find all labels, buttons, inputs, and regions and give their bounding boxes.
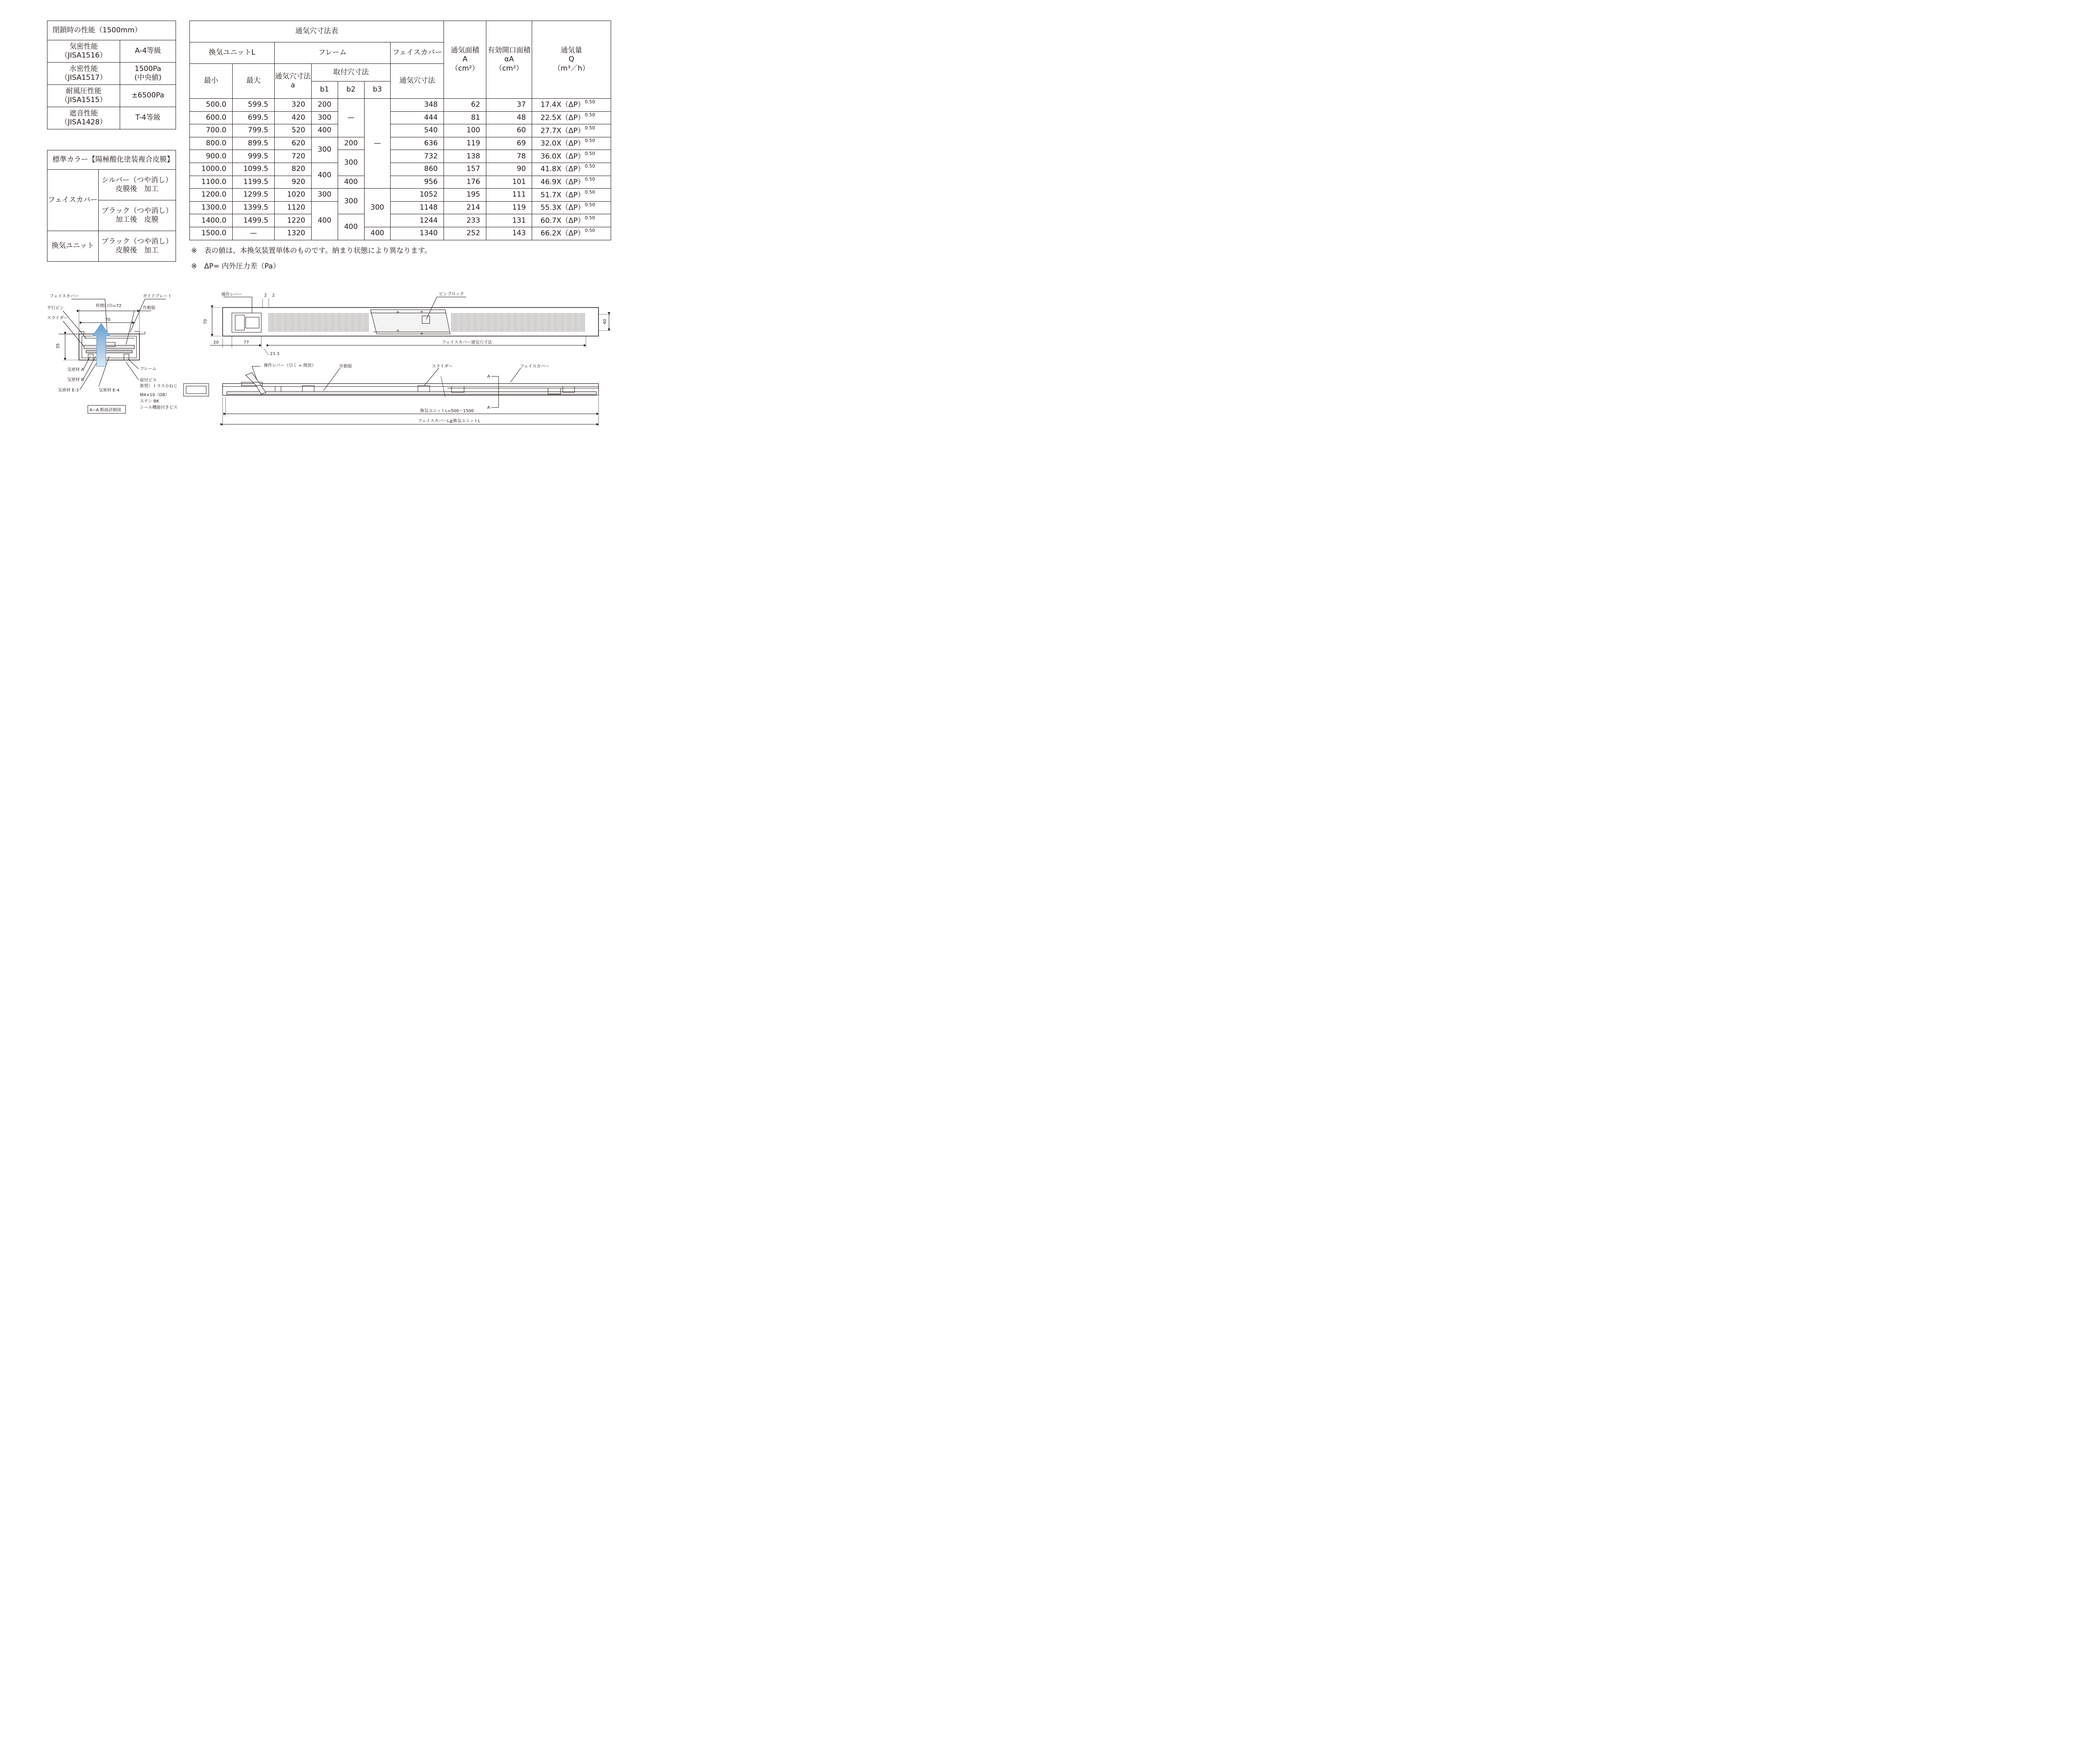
color-silver: シルバー（つや消し） 皮膜後 加工 [98, 170, 176, 200]
screw-note-2: M4×10（D8） [140, 393, 170, 397]
vent-b2-header: b2 [338, 82, 364, 99]
svg-text:+: + [396, 310, 400, 315]
label-face-cover-side: フェイスカバー [520, 364, 549, 369]
dim-70: 70 [105, 318, 110, 322]
vent-b1-header: b1 [311, 82, 338, 99]
vent-hole-header: 通気穴寸法 a [274, 64, 311, 99]
vent-face-hole-header: 通気穴寸法 [391, 64, 444, 99]
label-seal-e3: 気密材 E-3 [58, 388, 79, 393]
dim-35: 35 [56, 343, 60, 349]
label-seal-e4: 気密材 E-4 [99, 388, 120, 393]
perf-wind-value: ±6500Pa [120, 85, 176, 107]
b2-cell: 200 [338, 137, 364, 150]
flow-cell: $27.7X(\Delta P)^{0.50}$ [532, 124, 611, 137]
dim-77: 77 [244, 340, 249, 345]
perf-sound-label: 遮音性能 （JISA1428） [47, 107, 120, 129]
flow-cell: $17.4X(\Delta P)^{0.50}$ [532, 99, 611, 112]
b2-cell: — [338, 99, 364, 137]
vent-title: 通気穴寸法表 [190, 21, 444, 42]
table-row: 1100.0 1199.5 920 400 956 176 101 $46.9X(\Delta P)^{0.50}$ [190, 176, 611, 189]
section-caption: A−A 断面詳細図 [89, 408, 121, 413]
perf-watertight-value: 1500Pa (中央値) [120, 63, 176, 85]
svg-text:+: + [396, 329, 400, 333]
perf-watertight-label: 水密性能 （JISA1517） [47, 63, 120, 85]
dim-40: 40 [603, 319, 607, 324]
flow-cell: $41.8X(\Delta P)^{0.50}$ [532, 163, 611, 176]
b1-cell: 400 [311, 201, 338, 240]
color-face-label: フェイスカバー [47, 170, 99, 231]
b2-cell: 300 [338, 150, 364, 176]
note-table-values: ※ 表の値は、本換気装置単体のものです。納まり状態により異なります。 [191, 247, 432, 255]
color-black-face: ブラック（つや消し） 加工後 皮膜 [98, 200, 176, 231]
color-title: 標準カラー【陽極酸化塗装複合皮膜】 [47, 150, 176, 170]
side-view-drawing [184, 366, 598, 426]
label-seal-a: 気密材 A [67, 368, 84, 372]
vent-b3-header: b3 [364, 82, 391, 99]
label-lever: 操作レバー [221, 292, 242, 297]
color-unit-label: 換気ユニット [47, 231, 99, 262]
b2-cell: 300 [338, 189, 364, 214]
performance-title: 閉鎖時の性能（1500mm） [47, 21, 176, 40]
flow-cell: $60.7X(\Delta P)^{0.50}$ [532, 214, 611, 227]
label-work-plate-side: 作動版 [339, 364, 352, 369]
flow-cell: $55.3X(\Delta P)^{0.50}$ [532, 201, 611, 214]
flow-cell: $46.9X(\Delta P)^{0.50}$ [532, 176, 611, 189]
dim-unit-length: 換気ユニットL=500～1500 [420, 409, 474, 413]
technical-drawings [0, 0, 655, 463]
dim-2a: 2 [264, 293, 267, 298]
perf-sound-value: T-4等級 [120, 107, 176, 129]
label-frame-opening: 枠開口巾=72 [96, 304, 122, 308]
table-row: 1300.0 1399.5 1120 400 1148 214 119 $55.3X(\Delta P)^{0.50}$ [190, 201, 611, 214]
vent-unit-header: 換気ユニットL [190, 42, 275, 64]
table-row: 1200.0 1299.5 1020 300 300 300 1052 195 111 $51.7X(\Delta P)^{0.50}$ [190, 189, 611, 202]
table-row: 600.0 699.5 420 300 444 81 48 $22.5X(\Delta P)^{0.50}$ [190, 111, 611, 124]
table-row: 900.0 999.5 720 300 732 138 78 $36.0X(\Delta P)^{0.50}$ [190, 150, 611, 163]
b1-cell: 300 [311, 111, 338, 124]
table-row: 1400.0 1499.5 1220 400 1244 233 131 $60.7X(\Delta P)^{0.50}$ [190, 214, 611, 227]
label-slider-side: スライダー [432, 364, 453, 369]
label-frame: フレーム [140, 367, 157, 371]
perf-airtight-value: A-4等級 [120, 40, 176, 63]
label-guide-plate: ガイドプレート [143, 294, 172, 299]
vent-face-header: フェイスカバー [391, 42, 444, 64]
table-row: 500.0 599.5 320 200 — — 348 62 37 $17.4X(\Delta P)^{0.50}$ [190, 99, 611, 112]
table-row: 1500.0 — 1320 400 1340 252 143 $66.2X(\Delta P)^{0.50}$ [190, 227, 611, 240]
flow-cell: $51.7X(\Delta P)^{0.50}$ [532, 189, 611, 202]
b3-cell: 400 [364, 227, 391, 240]
perf-wind-label: 耐風圧性能 （JISA1515） [47, 85, 120, 107]
flow-cell: $36.0X(\Delta P)^{0.50}$ [532, 150, 611, 163]
b1-cell: 400 [311, 163, 338, 188]
b2-cell: 400 [338, 214, 364, 240]
screw-note-3: ステン BK [140, 399, 159, 404]
table-row: 700.0 799.5 520 400 540 100 60 $27.7X(\Delta P)^{0.50}$ [190, 124, 611, 137]
label-screw: 取付ビス [140, 378, 157, 383]
dim-2b: 2 [272, 293, 275, 298]
vent-area-header: 通気面積 A （cm²） [444, 21, 486, 99]
perf-airtight-label: 気密性能 （JISA1516） [47, 40, 120, 63]
b3-cell: — [364, 99, 391, 189]
table-row: 800.0 899.5 620 300 200 636 119 69 $32.0X(\Delta P)^{0.50}$ [190, 137, 611, 150]
label-face-hole-dim: フェイスカバー通気穴寸法 [442, 340, 492, 345]
color-black-unit: ブラック（つや消し） 皮膜後 加工 [98, 231, 176, 262]
b1-cell: 200 [311, 99, 338, 112]
vent-mount-header: 取付穴寸法 [311, 64, 391, 82]
label-pin-block: ピンブロック [439, 292, 464, 297]
label-parallel-pin: 平行ピン [47, 306, 64, 310]
flow-cell: $32.0X(\Delta P)^{0.50}$ [532, 137, 611, 150]
b1-cell: 300 [311, 189, 338, 202]
label-slider: スライダー [47, 316, 68, 321]
section-mark-a-bottom: A [487, 405, 490, 410]
dim-face-length: フェイスカバーL≧換気ユニットL [418, 419, 480, 423]
vent-flow-header: 通気量 Q （m³／h） [532, 21, 611, 99]
b3-cell: 300 [364, 189, 391, 227]
vent-eff-header: 有効開口面積 αA （cm²） [486, 21, 532, 99]
note-delta-p: ※ ΔP= 内外圧力差（Pa） [191, 262, 280, 271]
flow-cell: $22.5X(\Delta P)^{0.50}$ [532, 111, 611, 124]
vent-max-header: 最大 [232, 64, 274, 99]
label-lever-pull: 操作レバー（引く = 開放） [264, 363, 316, 368]
label-work-plate: 作動版 [143, 306, 155, 310]
b1-cell: 400 [311, 124, 338, 137]
screw-note-1: 推奨）トラス小ねじ [140, 384, 178, 389]
dim-21-3: 21.3 [270, 352, 280, 356]
screw-note-4: シール機能付きビス [140, 405, 178, 410]
label-seal-b: 気密材 B [67, 378, 84, 382]
svg-text:+: + [420, 310, 424, 314]
label-face-cover: フェイスカバー [50, 294, 79, 299]
dim-70-top: 70 [203, 319, 208, 324]
svg-text:+: + [420, 331, 424, 336]
vent-frame-header: フレーム [274, 42, 391, 64]
b2-cell: 400 [338, 176, 364, 189]
section-mark-a-top: A [487, 374, 490, 379]
dim-20: 20 [213, 340, 219, 345]
vent-min-header: 最小 [190, 64, 233, 99]
table-row: 1000.0 1099.5 820 400 860 157 90 $41.8X(\Delta P)^{0.50}$ [190, 163, 611, 176]
flow-cell: $66.2X(\Delta P)^{0.50}$ [532, 227, 611, 240]
b1-cell: 300 [311, 137, 338, 163]
